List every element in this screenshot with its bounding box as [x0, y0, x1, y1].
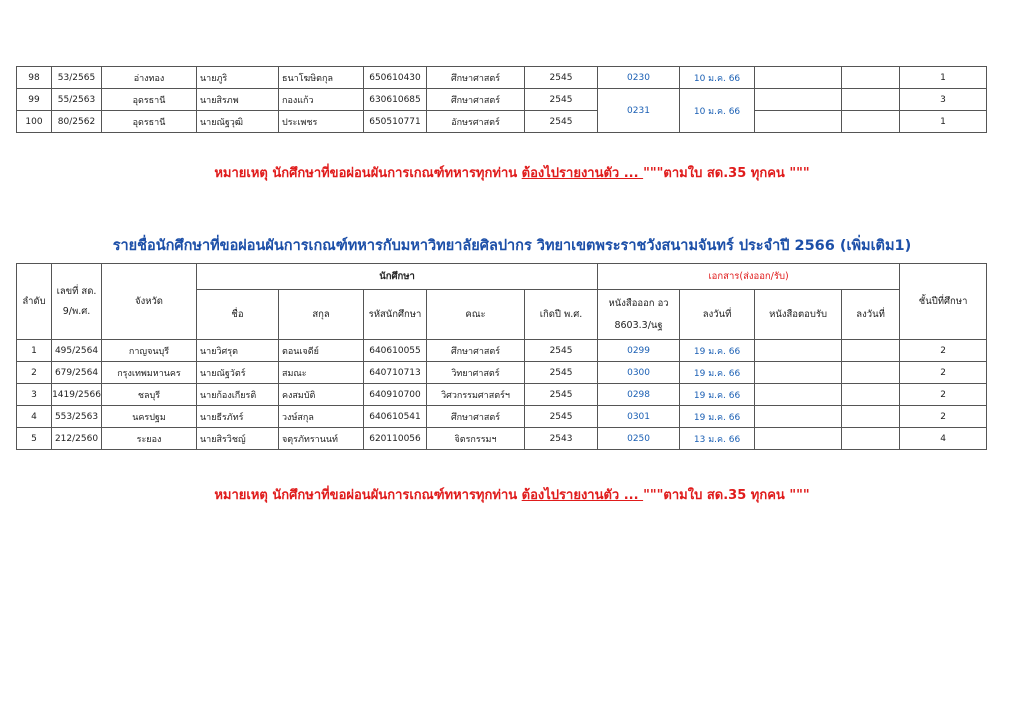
out-letter-number: 0298 [598, 384, 680, 406]
first-name: นายณัฐวุฒิ [197, 111, 279, 133]
out-letter-number: 0231 [598, 89, 680, 133]
doc-number: 53/2565 [52, 67, 102, 89]
reply-date [842, 89, 900, 111]
header-reply-letter: หนังสือตอบรับ [755, 290, 842, 340]
header-study-year: ชั้นปีที่ศึกษา [900, 264, 987, 340]
page-title: รายชื่อนักศึกษาที่ขอผ่อนผันการเกณฑ์ทหารกับมหาวิทยาลัยศิลปากร วิทยาเขตพระราชวังสนามจันทร์ ประจำปี 2566 (เพิ่มเติม1) [112, 238, 912, 254]
remark-text: หมายเหตุ นักศึกษาที่ขอผ่อนผันการเกณฑ์ทหารทุกท่าน [214, 166, 522, 181]
out-letter-number: 0299 [598, 340, 680, 362]
table-row [17, 406, 987, 428]
header-documents: เอกสาร(ส่งออก/รับ) [598, 264, 900, 290]
first-name: นายภูริ [197, 67, 279, 89]
student-id: 640610055 [364, 340, 427, 362]
table-row [17, 67, 987, 89]
out-letter-date: 10 ม.ค. 66 [680, 89, 755, 133]
birth-year: 2543 [525, 428, 598, 450]
province: อุดรธานี [102, 89, 197, 111]
header-out-letter: หนังสือออก อว 8603.3/นฐ [598, 290, 680, 340]
remark-emphasis: ต้องไปรายงานตัว ... [521, 488, 644, 503]
birth-year: 2545 [525, 340, 598, 362]
header-date: ลงวันที่ [680, 290, 755, 340]
reply-letter [755, 384, 842, 406]
faculty: ศึกษาศาสตร์ [427, 89, 525, 111]
reply-letter [755, 67, 842, 89]
study-year: 2 [900, 384, 987, 406]
first-name: นายณัฐวัตร์ [197, 362, 279, 384]
remark-note-2 [0, 484, 1024, 505]
remark-note [0, 162, 1024, 183]
birth-year: 2545 [525, 384, 598, 406]
last-name: กองแก้ว [279, 89, 364, 111]
birth-year: 2545 [525, 406, 598, 428]
student-table [16, 263, 987, 450]
table-row [17, 384, 987, 406]
first-name: นายวิศรุต [197, 340, 279, 362]
table-row [17, 428, 987, 450]
study-year: 2 [900, 340, 987, 362]
row-number: 100 [17, 111, 52, 133]
reply-letter [755, 111, 842, 133]
header-province: จังหวัด [102, 264, 197, 340]
first-name: นายสิรภพ [197, 89, 279, 111]
province: ระยอง [102, 428, 197, 450]
doc-number: 679/2564 [52, 362, 102, 384]
student-id: 650510771 [364, 111, 427, 133]
row-number: 2 [17, 362, 52, 384]
study-year: 4 [900, 428, 987, 450]
study-year: 2 [900, 406, 987, 428]
study-year: 2 [900, 362, 987, 384]
header-name: ชื่อ [197, 290, 279, 340]
header-surname: สกุล [279, 290, 364, 340]
faculty: วิทยาศาสตร์ [427, 362, 525, 384]
table-row [17, 111, 987, 133]
reply-date [842, 340, 900, 362]
table-row [17, 340, 987, 362]
row-number: 3 [17, 384, 52, 406]
study-year: 3 [900, 89, 987, 111]
table-row [17, 362, 987, 384]
faculty: อักษรศาสตร์ [427, 111, 525, 133]
reply-letter [755, 362, 842, 384]
province: กรุงเทพมหานคร [102, 362, 197, 384]
reply-date [842, 67, 900, 89]
header-birth-year: เกิดปี พ.ศ. [525, 290, 598, 340]
last-name: ประเพชร [279, 111, 364, 133]
doc-number: 55/2563 [52, 89, 102, 111]
reply-letter [755, 340, 842, 362]
header-student-id: รหัสนักศึกษา [364, 290, 427, 340]
last-name: สมณะ [279, 362, 364, 384]
faculty: จิตรกรรมฯ [427, 428, 525, 450]
faculty: วิศวกรรมศาสตร์ฯ [427, 384, 525, 406]
last-name: ธนาโฆษิตกุล [279, 67, 364, 89]
study-year: 1 [900, 67, 987, 89]
out-letter-date: 19 ม.ค. 66 [680, 406, 755, 428]
out-letter-date: 19 ม.ค. 66 [680, 384, 755, 406]
header-reply-date: ลงวันที่ [842, 290, 900, 340]
last-name: จตุรภัทรานนท์ [279, 428, 364, 450]
table-row [17, 89, 987, 111]
remark-text: หมายเหตุ นักศึกษาที่ขอผ่อนผันการเกณฑ์ทหารทุกท่าน [214, 488, 522, 503]
header-faculty: คณะ [427, 290, 525, 340]
faculty: ศึกษาศาสตร์ [427, 67, 525, 89]
first-name: นายก้องเกียรติ [197, 384, 279, 406]
doc-number: 80/2562 [52, 111, 102, 133]
out-letter-number: 0300 [598, 362, 680, 384]
out-letter-number: 0250 [598, 428, 680, 450]
row-number: 5 [17, 428, 52, 450]
previous-student-table [16, 66, 987, 133]
reply-letter [755, 406, 842, 428]
header-student: นักศึกษา [197, 264, 598, 290]
first-name: นายธีรภัทร์ [197, 406, 279, 428]
header-order: ลำดับ [17, 264, 52, 340]
province: กาญจนบุรี [102, 340, 197, 362]
out-letter-date: 19 ม.ค. 66 [680, 362, 755, 384]
row-number: 1 [17, 340, 52, 362]
birth-year: 2545 [525, 111, 598, 133]
out-letter-date: 13 ม.ค. 66 [680, 428, 755, 450]
reply-date [842, 406, 900, 428]
out-letter-date: 19 ม.ค. 66 [680, 340, 755, 362]
student-id: 620110056 [364, 428, 427, 450]
birth-year: 2545 [525, 362, 598, 384]
province: อ่างทอง [102, 67, 197, 89]
first-name: นายสิรวิชญ์ [197, 428, 279, 450]
doc-number: 1419/2566 [52, 384, 102, 406]
province: นครปฐม [102, 406, 197, 428]
faculty: ศึกษาศาสตร์ [427, 340, 525, 362]
remark-emphasis: ต้องไปรายงานตัว ... [521, 166, 644, 181]
remark-suffix: """ตามใบ สด.35 ทุกคน """ [643, 488, 810, 503]
student-id: 640710713 [364, 362, 427, 384]
reply-date [842, 428, 900, 450]
student-id: 640910700 [364, 384, 427, 406]
doc-number: 553/2563 [52, 406, 102, 428]
birth-year: 2545 [525, 67, 598, 89]
last-name: คงสมบัติ [279, 384, 364, 406]
student-id: 630610685 [364, 89, 427, 111]
student-id: 650610430 [364, 67, 427, 89]
reply-date [842, 111, 900, 133]
province: อุดรธานี [102, 111, 197, 133]
header-doc-number: เลขที่ สด. 9/พ.ศ. [52, 264, 102, 340]
doc-number: 212/2560 [52, 428, 102, 450]
doc-number: 495/2564 [52, 340, 102, 362]
out-letter-number: 0301 [598, 406, 680, 428]
province: ชลบุรี [102, 384, 197, 406]
study-year: 1 [900, 111, 987, 133]
student-id: 640610541 [364, 406, 427, 428]
reply-date [842, 362, 900, 384]
out-letter-number: 0230 [598, 67, 680, 89]
row-number: 99 [17, 89, 52, 111]
row-number: 98 [17, 67, 52, 89]
reply-letter [755, 89, 842, 111]
last-name: ตอนเจดีย์ [279, 340, 364, 362]
birth-year: 2545 [525, 89, 598, 111]
out-letter-date: 10 ม.ค. 66 [680, 67, 755, 89]
row-number: 4 [17, 406, 52, 428]
remark-suffix: """ตามใบ สด.35 ทุกคน """ [643, 166, 810, 181]
last-name: วงษ์สกุล [279, 406, 364, 428]
faculty: ศึกษาศาสตร์ [427, 406, 525, 428]
reply-date [842, 384, 900, 406]
reply-letter [755, 428, 842, 450]
